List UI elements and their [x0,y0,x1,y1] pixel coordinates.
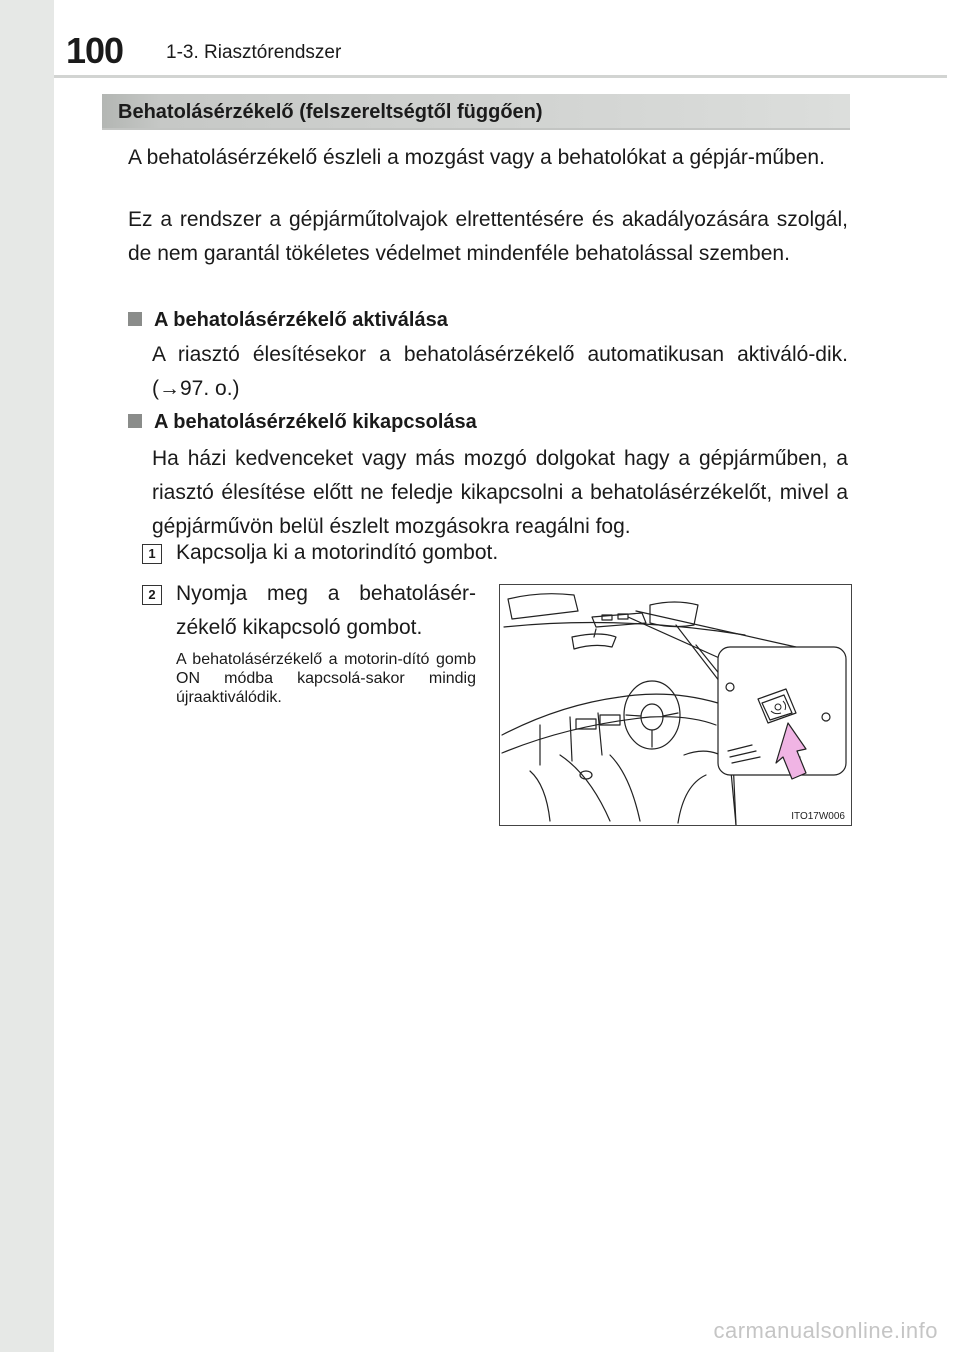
section-title: Behatolásérzékelő (felszereltségtől függően) [118,101,543,123]
square-bullet-icon [128,414,142,428]
deactivation-body: Ha házi kedvenceket vagy más mozgó dolgokat hagy a gépjárműben, a riasztó élesítése előtt ne feledje kikapcsolni a behatolásérzékelőt, mivel a gépjárművön belül észlelt mozgásokra reagálni fog. [152,447,848,538]
side-margin-bar [0,0,54,1352]
deactivation-heading-text: A behatolásérzékelő kikapcsolása [154,411,477,433]
step-note: A behatolásérzékelő a motorin-dító gomb ON módba kapcsolá-sakor mindig újraaktiválódik. [176,651,476,706]
activation-heading-text: A behatolásérzékelő aktiválása [154,309,448,331]
step-number-1: 1 [142,544,162,564]
intro-paragraph-2: Ez a rendszer a gépjárműtolvajok elrettentésére és akadályozására szolgál, de nem garantál tökéletes védelmet mindenféle behatolással szemben. [128,208,848,265]
step-1-text: Kapcsolja ki a motorindító gombot. [176,541,499,564]
intrusion-sensor-button-illustration [499,584,852,826]
section-heading [102,94,850,130]
chapter-title: 1-3. Riasztórendszer [166,42,342,63]
step-number-2: 2 [142,585,162,605]
activation-heading [128,306,448,334]
page-number: 100 [66,30,124,71]
deactivation-heading [128,408,477,436]
activation-body: A riasztó élesítésekor a behatolásérzékelő automatikusan aktiváló-dik. (→97. o.) [152,343,848,400]
intro-paragraph-1: A behatolásérzékelő észleli a mozgást vagy a behatolókat a gépjár-műben. [128,146,825,169]
watermark: carmanualsonline.info [713,1318,938,1343]
square-bullet-icon [128,312,142,326]
header-divider [54,75,947,78]
figure-code: ITO17W006 [791,811,845,822]
car-interior-drawing [500,585,850,825]
step-2-text: Nyomja meg a behatolásér-zékelő kikapcsoló gombot. [176,582,476,639]
